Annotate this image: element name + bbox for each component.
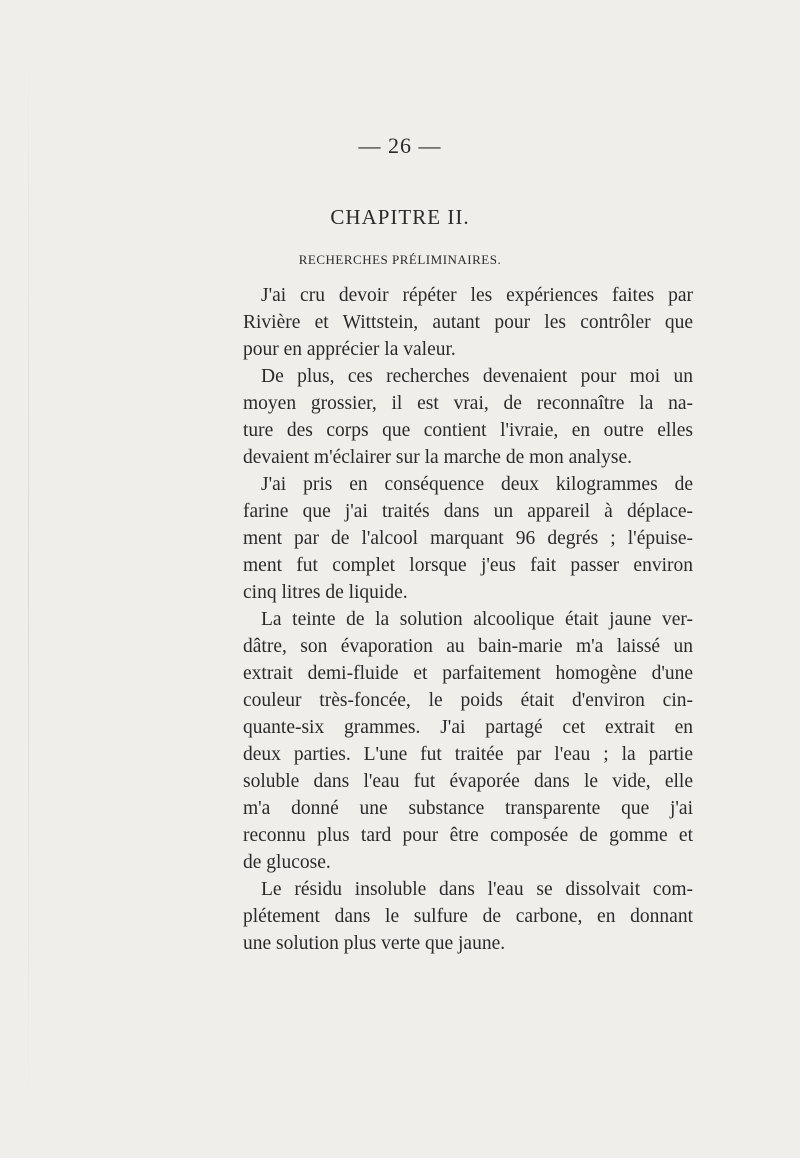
paragraph — [243, 876, 693, 957]
text-line: de glucose. — [243, 852, 331, 873]
text-line: soluble dans l'eau fut évaporée dans le vide, elle — [243, 771, 693, 792]
text-line: Rivière et Wittstein, autant pour les contrôler que — [243, 312, 693, 333]
chapter-title: CHAPITRE II. — [330, 205, 470, 229]
paragraph — [243, 363, 693, 471]
text-line: dâtre, son évaporation au bain-marie m'a laissé un — [243, 636, 693, 657]
body-text — [243, 282, 693, 957]
text-line: plétement dans le sulfure de carbone, en donnant — [243, 906, 693, 927]
text-line: devaient m'éclairer sur la marche de mon analyse. — [243, 447, 633, 468]
paragraph — [243, 606, 693, 876]
text-line: ment fut complet lorsque j'eus fait passer environ — [243, 555, 693, 576]
text-line: m'a donné une substance transparente que j'ai — [243, 798, 693, 819]
text-line: moyen grossier, il est vrai, de reconnaître la na- — [243, 393, 693, 414]
paragraph — [243, 282, 693, 363]
text-line: deux parties. L'une fut traitée par l'eau ; la partie — [243, 744, 693, 765]
text-line: cinq litres de liquide. — [243, 582, 408, 603]
text-line: J'ai cru devoir répéter les expériences faites par — [261, 285, 693, 306]
text-line: Le résidu insoluble dans l'eau se dissolvait com- — [261, 879, 693, 900]
paragraph — [243, 471, 693, 606]
text-line: reconnu plus tard pour être composée de gomme et — [243, 825, 693, 846]
text-line: couleur très-foncée, le poids était d'environ cin- — [243, 690, 693, 711]
section-title: RECHERCHES PRÉLIMINAIRES. — [298, 252, 502, 267]
page-gutter-shadow — [28, 0, 29, 1158]
text-line: ment par de l'alcool marquant 96 degrés ; l'épuise- — [243, 528, 693, 549]
text-line: pour en apprécier la valeur. — [243, 339, 456, 360]
text-line: De plus, ces recherches devenaient pour moi un — [261, 366, 693, 387]
text-line: J'ai pris en conséquence deux kilogrammes de — [261, 474, 693, 495]
text-line: La teinte de la solution alcoolique était jaune ver- — [261, 609, 693, 630]
text-line: une solution plus verte que jaune. — [243, 933, 506, 954]
page-number: — 26 — — [358, 133, 442, 158]
text-line: ture des corps que contient l'ivraie, en outre elles — [243, 420, 693, 441]
text-line: quante-six grammes. J'ai partagé cet extrait en — [243, 717, 693, 738]
text-line: extrait demi-fluide et parfaitement homogène d'une — [243, 663, 693, 684]
text-line: farine que j'ai traités dans un appareil à déplace- — [243, 501, 693, 522]
